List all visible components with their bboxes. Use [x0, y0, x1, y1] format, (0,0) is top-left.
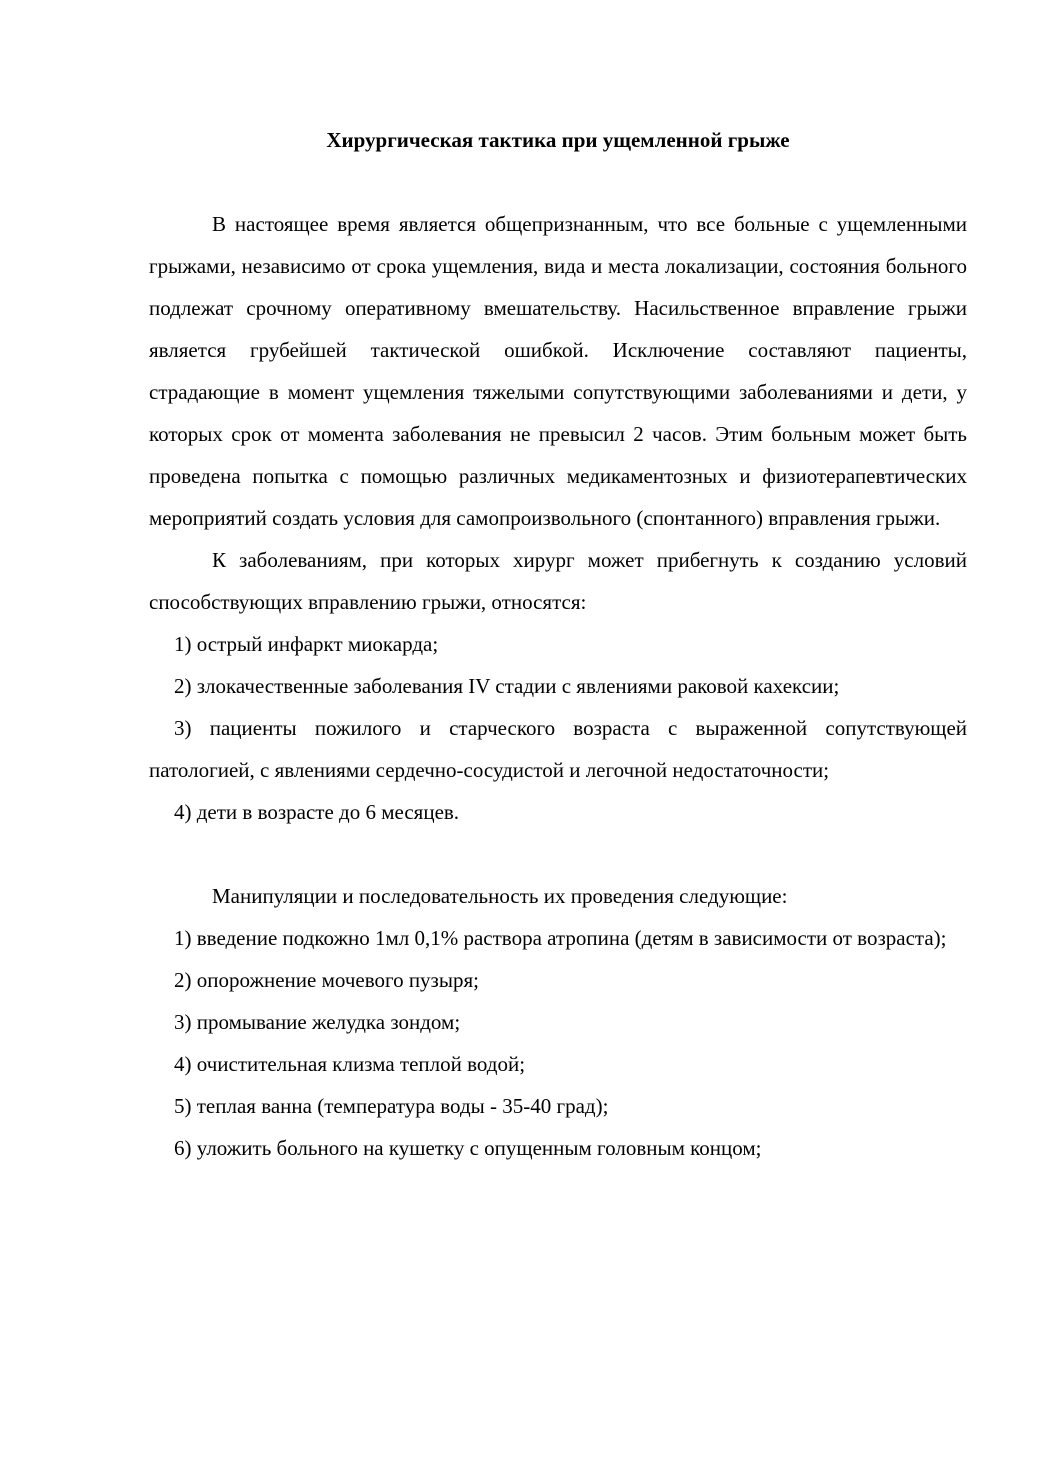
paragraph-diseases-intro: К заболеваниям, при которых хирург может прибегнуть к созданию условий способствующих вправлению грыжи, относятся:: [149, 548, 967, 614]
disease-item: 4) дети в возрасте до 6 месяцев.: [174, 800, 460, 824]
step-item: 1) введение подкожно 1мл 0,1% раствора атропина (детям в зависимости от возраста);: [174, 926, 947, 950]
disease-item: 1) острый инфаркт миокарда;: [174, 632, 439, 656]
disease-item: 2) злокачественные заболевания IV стадии с явлениями раковой кахексии;: [174, 674, 840, 698]
step-item: 4) очистительная клизма теплой водой;: [174, 1052, 526, 1076]
step-item: 2) опорожнение мочевого пузыря;: [174, 968, 479, 992]
document-body: [149, 203, 967, 1169]
step-item: 6) уложить больного на кушетку с опущенным головным концом;: [174, 1136, 762, 1160]
document-title: Хирургическая тактика при ущемленной грыже: [326, 128, 790, 152]
paragraph-intro: В настоящее время является общепризнанным, что все больные с ущемленными грыжами, независимо от срока ущемления, вида и места локализации, состояния больного подлежат срочному оперативному вмешательству. Насильственное вправление грыжи является грубейшей тактической ошибкой. Исключение составляют пациенты, страдающие в момент ущемления тяжелыми сопутствующими заболеваниями и дети, у которых срок от момента заболевания не превысил 2 часов. Этим больным может быть проведена попытка с помощью различных медикаментозных и физиотерапевтических мероприятий создать условия для самопроизвольного (спонтанного) вправления грыжи.: [149, 212, 967, 530]
step-item: 5) теплая ванна (температура воды - 35-40 град);: [174, 1094, 609, 1118]
step-item: 3) промывание желудка зондом;: [174, 1010, 461, 1034]
spacer: [149, 833, 967, 875]
paragraph-manipulations-intro: Манипуляции и последовательность их проведения следующие:: [212, 884, 788, 908]
disease-item: 3) пациенты пожилого и старческого возраста с выраженной сопутствующей патологией, с явлениями сердечно-сосудистой и легочной недостаточности;: [149, 716, 967, 782]
